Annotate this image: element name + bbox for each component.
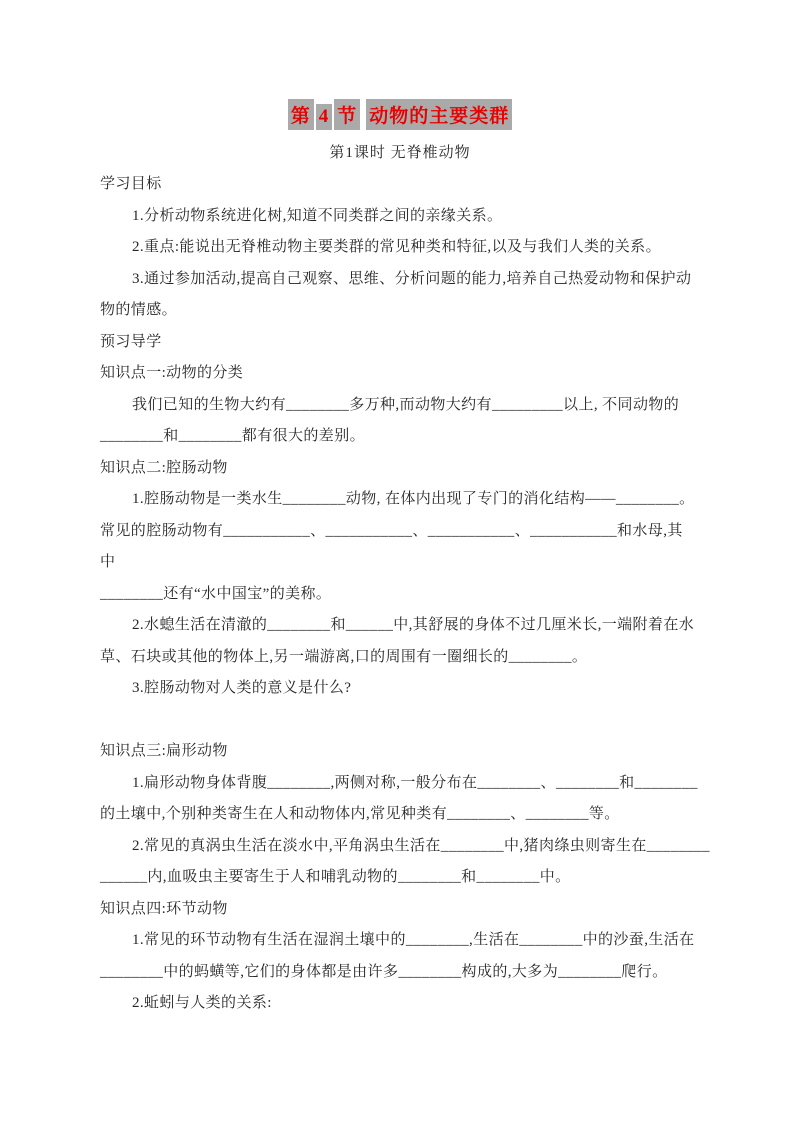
page-title [0, 0, 800, 130]
title-segment-4: 动物的主要类群 [366, 99, 512, 130]
paragraph-line: 3.通过参加活动,提高自己观察、思维、分析问题的能力,培养自己热爱动物和保护动 [132, 270, 692, 287]
document-body [100, 169, 712, 1020]
title-segment-2: 4 [316, 104, 333, 130]
paragraph-line: 2.常见的真涡虫生活在淡水中,平角涡虫生活在________中,猪肉绦虫则寄生在________ [132, 837, 710, 854]
paragraph-line: 2.水螅生活在清澈的________和______中,其舒展的身体不过几厘米长,一端附着在水 [132, 617, 695, 633]
title-segment-1: 第 [288, 99, 314, 130]
paragraph-line: 草、石块或其他的物体上,另一端游离,口的周围有一圈细长的________。 [100, 648, 588, 665]
paragraph-line: ________和________都有很大的差别。 [100, 428, 366, 444]
paragraph-line: 2.蚯蚓与人类的关系: [132, 995, 272, 1011]
heading-knowledge-point-1: 知识点一:动物的分类 [100, 365, 244, 381]
title-segment-3: 节 [334, 99, 360, 130]
paragraph-line: 中 [100, 554, 116, 570]
paragraph-line: 2.重点:能说出无脊椎动物主要类群的常见种类和特征,以及与我们人类的关系。 [132, 239, 661, 255]
heading-knowledge-point-2: 知识点二:腔肠动物 [100, 459, 228, 476]
paragraph-line: ______内,血吸虫主要寄生于人和哺乳动物的________和________中。 [100, 869, 571, 885]
paragraph-line: 1.分析动物系统进化树,知道不同类群之间的亲缘关系。 [132, 207, 503, 224]
paragraph-line: 的土壤中,个别种类寄生在人和动物体内,常见种类有________、________等。 [100, 806, 620, 822]
paragraph-line: 1.扁形动物身体背腹________,两侧对称,一般分布在________、________和________ [132, 774, 698, 791]
paragraph-line: 常见的腔肠动物有___________、___________、___________、___________和水母,其 [100, 522, 683, 539]
heading-knowledge-point-4: 知识点四:环节动物 [100, 900, 228, 917]
heading-knowledge-point-3: 知识点三:扁形动物 [100, 743, 228, 759]
page-subtitle: 第1课时 无脊椎动物 [329, 145, 471, 161]
paragraph-line: 1.腔肠动物是一类水生________动物, 在体内出现了专门的消化结构——________。 [132, 491, 695, 507]
paragraph-line: 我们已知的生物大约有________多万种,而动物大约有_________以上, 不同动物的 [132, 396, 680, 413]
paragraph-line: ________中的蚂蟥等,它们的身体都是由许多________构成的,大多为________爬行。 [100, 963, 668, 980]
heading-learning-goals: 学习目标 [100, 176, 162, 192]
paragraph-line: 3.腔肠动物对人类的意义是什么? [132, 680, 352, 696]
paragraph-line: ________还有“水中国宝”的美称。 [100, 585, 332, 602]
heading-preview-guide: 预习导学 [100, 333, 162, 350]
paragraph-line: 1.常见的环节动物有生活在湿润土壤中的________,生活在________中的沙蚕,生活在 [132, 932, 695, 948]
blank-line [100, 705, 712, 737]
paragraph-line: 物的情感。 [100, 302, 178, 318]
